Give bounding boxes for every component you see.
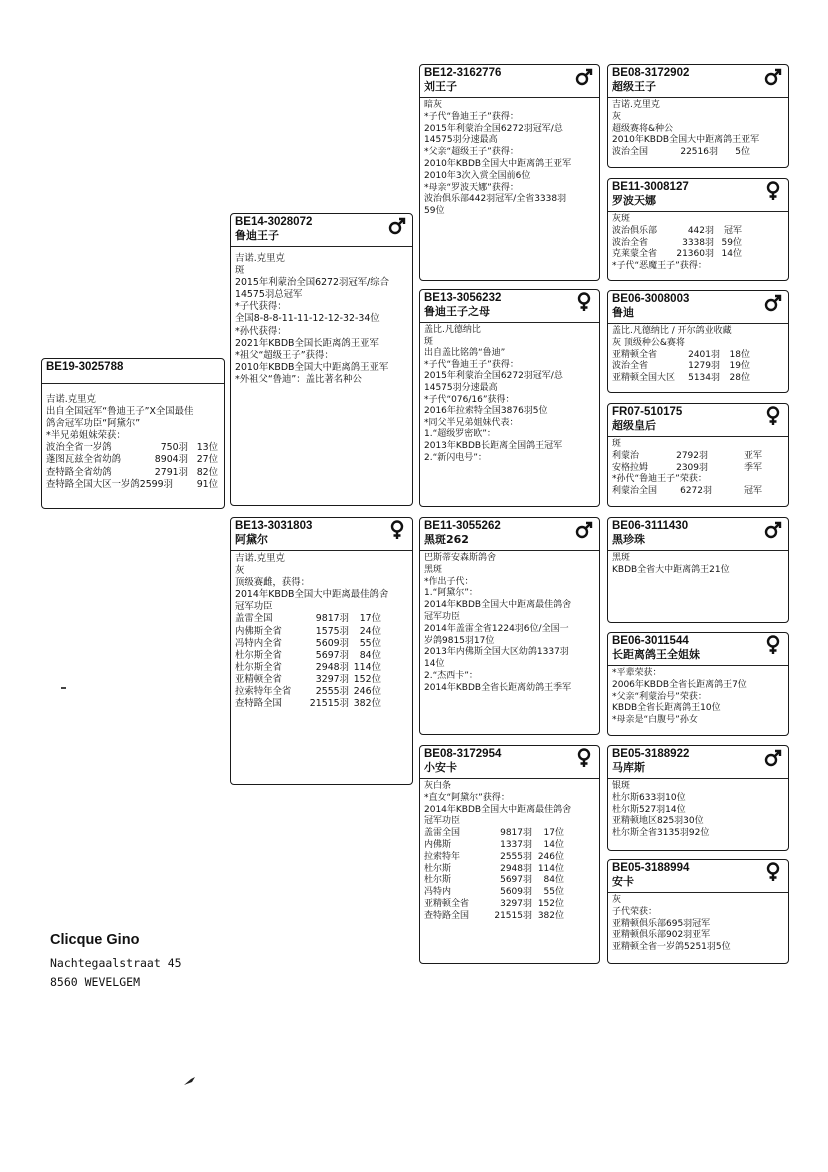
dds-card — [607, 745, 789, 851]
pedigree-line: 灰 — [235, 565, 245, 577]
ring-number: BE06-3011544 — [612, 635, 689, 647]
card-header — [608, 860, 788, 893]
pedigree-line: 2013年内佛斯全国大区幼鸽1337羽 — [424, 647, 569, 658]
male-symbol-icon — [764, 67, 782, 87]
female-symbol-icon — [764, 181, 782, 201]
pedigree-line: 巴斯蒂安森斯鸽舍 — [424, 553, 497, 563]
pedigree-line: 1.“阿黛尔”： — [424, 588, 478, 599]
card-body — [608, 324, 788, 387]
pedigree-line: 亚精顿地区825羽30位 — [612, 816, 704, 827]
pedigree-line: 冠军功臣 — [235, 601, 273, 613]
pedigree-line: 2014年KBDB全国大中距离最佳鸽舍 — [235, 589, 389, 601]
pedigree-line: 灰斑 — [612, 214, 631, 224]
card-body — [608, 98, 788, 161]
male-symbol-icon — [575, 67, 593, 87]
ring-number: BE08-3172954 — [424, 748, 502, 760]
pedigree-line: *父亲“利蒙治号”荣获： — [612, 691, 707, 702]
card-header — [608, 179, 788, 212]
result-row: 亚精顿全国大区 5134羽 28位 — [612, 373, 750, 384]
result-row: 利蒙治 2792羽 亚军 — [612, 450, 762, 461]
pigeon-name: 刘王子 — [424, 80, 457, 93]
pedigree-line: *父亲“超级王子”获得： — [424, 147, 519, 158]
card-header — [608, 291, 788, 324]
pedigree-line: 2014年盖雷全省1224羽6位/全国一 — [424, 623, 569, 634]
pedigree-line: 14575羽分速最高 — [424, 382, 498, 393]
pedigree-line: 59位 — [424, 206, 445, 217]
dam-dam-header — [420, 746, 599, 779]
ring-number: BE05-3188994 — [612, 862, 690, 874]
pigeon-name: 长距离鸽王全姐妹 — [612, 648, 700, 661]
card-header — [608, 404, 788, 437]
subject-line: *半兄弟姐妹荣获： — [46, 430, 126, 442]
pedigree-line: *子代“076/16”获得： — [424, 394, 515, 405]
pedigree-line: *平辈荣获： — [612, 668, 662, 678]
sire-card — [230, 213, 413, 506]
scan-speck-mark — [60, 685, 70, 691]
ring-number: BE13-3056232 — [424, 292, 502, 304]
dsd-card — [607, 632, 789, 736]
pedigree-line: 斑 — [235, 265, 245, 277]
pedigree-line: KBDB全省大中距离鸽王21位 — [612, 564, 730, 575]
subject-ring: BE19-3025788 — [46, 361, 124, 373]
pedigree-line: *同父半兄弟姐妹代表： — [424, 417, 519, 428]
pedigree-line: 全国8-8-8-11-11-12-12-32-34位 — [235, 313, 380, 325]
subject-line: 出自全国冠军“鲁迪王子”X全国最佳 — [46, 406, 194, 418]
result-row: 查特路全省幼鸽 2791羽 82位 — [46, 466, 218, 478]
dam-dam-body — [420, 779, 599, 925]
pedigree-line: 暗灰 — [424, 100, 443, 110]
owner-street: Nachtegaalstraat 45 — [50, 956, 182, 970]
dam-sire-card — [419, 517, 600, 735]
pedigree-line: 2014年KBDB全省长距离幼鸽王季军 — [424, 682, 572, 693]
pedigree-line: 子代荣获： — [612, 906, 658, 917]
result-row: 波治全省一岁鸽 750羽 13位 — [46, 442, 218, 454]
pedigree-line: 2015年利蒙治全国6272羽冠军/总 — [424, 371, 563, 382]
pigeon-name: 小安卡 — [424, 761, 457, 774]
pedigree-line: 黑斑 — [424, 564, 443, 575]
sire-dam-card — [419, 289, 600, 507]
card-header — [608, 633, 788, 666]
card-body — [608, 437, 788, 500]
ring-number: BE06-3111430 — [612, 520, 689, 532]
pedigree-line: 2006年KBDB全省长距离鸽王7位 — [612, 679, 747, 690]
result-row: 波治俱乐部 442羽 冠军 — [612, 225, 742, 236]
pedigree-line: 2010年KBDB全国大中距离鸽王亚军 — [235, 361, 389, 373]
pedigree-line: 2.“新闪电号”： — [424, 452, 487, 463]
pedigree-line: *祖父“超级王子”获得： — [235, 349, 334, 361]
pedigree-line: 亚精顿俱乐部902羽亚军 — [612, 930, 711, 941]
pedigree-line: 顶级赛雌，获得： — [235, 577, 311, 589]
sire-ring: BE14-3028072 — [235, 216, 313, 228]
pedigree-line: *子代“鲁迪王子”获得： — [424, 359, 519, 370]
male-symbol-icon — [764, 293, 782, 313]
pedigree-line: 灰 — [612, 111, 622, 122]
dam-sire-body — [420, 551, 599, 697]
pedigree-line: 亚精顿俱乐部695羽冠军 — [612, 918, 711, 929]
subject-card — [41, 358, 225, 509]
subject-line: 鸽舍冠军功臣“阿黛尔” — [46, 418, 141, 430]
result-row: 波治全国 22516羽 5位 — [612, 147, 750, 158]
result-row: 查特路全国大区一岁鸽2599羽 91位 — [46, 478, 218, 490]
pedigree-line: *母亲是“白腹号”孙女 — [612, 715, 698, 726]
result-row: 拉索特年 2555羽 246位 — [424, 851, 564, 862]
pedigree-line: 盖比.凡德纳比 / 开尔鸽业收藏 — [612, 326, 732, 336]
pedigree-line: *子代获得： — [235, 301, 287, 313]
result-row: 盖雷全国 9817羽 17位 — [235, 613, 381, 625]
result-row: 杜尔斯全省 5697羽 84位 — [235, 649, 381, 661]
ring-number: FR07-510175 — [612, 406, 683, 418]
pedigree-line: 吉诺.克里克 — [235, 553, 285, 564]
result-row: 蓬图瓦兹全省幼鸽 8904羽 27位 — [46, 454, 218, 466]
pedigree-line: 吉诺.克里克 — [235, 253, 285, 264]
result-row: 安格拉姆 2309羽 季军 — [612, 462, 762, 473]
pedigree-line: 灰 — [612, 895, 622, 905]
pedigree-line: KBDB全省长距离鸽王10位 — [612, 703, 721, 714]
dam-dam-card — [419, 745, 600, 964]
pedigree-line: *孙代“鲁迪王子”荣获： — [612, 474, 707, 485]
male-symbol-icon — [575, 520, 593, 540]
pedigree-line: 出自盖比铭鸽“鲁迪” — [424, 348, 506, 359]
result-row: 杜尔斯全省 2948羽 114位 — [235, 661, 381, 673]
result-row: 亚精顿全省 2401羽 18位 — [612, 349, 750, 360]
ssd-card — [607, 178, 789, 281]
pedigree-line: 超级赛将&种公 — [612, 123, 674, 134]
pedigree-line: 斑 — [424, 336, 434, 347]
result-row: 克莱蒙全省 21360羽 14位 — [612, 249, 742, 260]
pedigree-line: 2016年拉索特全国3876羽5位 — [424, 406, 548, 417]
sdd-card — [607, 403, 789, 507]
sire-sire-header — [420, 65, 599, 98]
subject-header — [42, 359, 224, 384]
sire-name: 鲁迪王子 — [235, 229, 279, 242]
pigeon-name: 马库斯 — [612, 761, 645, 774]
subject-body — [42, 384, 224, 493]
result-row: 杜尔斯 5697羽 84位 — [424, 875, 564, 886]
sss-card — [607, 64, 789, 168]
pedigree-line: 吉诺.克里克 — [612, 100, 660, 110]
dam-ring: BE13-3031803 — [235, 520, 313, 532]
pedigree-line: 2.“杰西卡”： — [424, 670, 478, 681]
ring-number: BE12-3162776 — [424, 67, 502, 79]
pedigree-line: 2015年利蒙治全国6272羽冠军/总 — [424, 123, 563, 134]
ring-number: BE06-3008003 — [612, 293, 690, 305]
ring-number: BE05-3188922 — [612, 748, 690, 760]
result-row: 内佛斯全省 1575羽 24位 — [235, 625, 381, 637]
pedigree-line: 2010年3次入赏全国前6位 — [424, 170, 531, 181]
sire-sire-card — [419, 64, 600, 281]
pedigree-line: *子代“鲁迪王子”获得： — [424, 111, 519, 122]
result-row: 查特路全国 21515羽 382位 — [424, 910, 564, 921]
pedigree-line: 冠军功臣 — [424, 816, 461, 827]
ring-number: BE11-3008127 — [612, 181, 689, 193]
pedigree-line: 波治俱乐部442羽冠军/全省3338羽 — [424, 194, 567, 205]
pedigree-line: 2015年利蒙治全国6272羽冠军/综合 — [235, 277, 390, 289]
owner-city: 8560 WEVELGEM — [50, 975, 141, 989]
card-header — [608, 65, 788, 98]
subject-breeder: 吉诺.克里克 — [46, 394, 96, 405]
card-header — [608, 746, 788, 779]
dam-body — [231, 551, 412, 712]
sire-header — [231, 214, 412, 247]
pedigree-line: 杜尔斯527羽14位 — [612, 804, 686, 815]
pedigree-line: 银斑 — [612, 781, 631, 791]
pigeon-name: 超级王子 — [612, 80, 656, 93]
female-symbol-icon — [575, 292, 593, 312]
card-body — [608, 893, 788, 956]
result-row: 内佛斯 1337羽 14位 — [424, 839, 564, 850]
pedigree-line: 2014年KBDB全国大中距离最佳鸽舍 — [424, 804, 572, 815]
result-row: 亚精顿全省 3297羽 152位 — [424, 898, 564, 909]
card-body — [608, 551, 788, 579]
card-header — [608, 518, 788, 551]
male-symbol-icon — [764, 748, 782, 768]
female-symbol-icon — [764, 862, 782, 882]
sire-dam-body — [420, 323, 599, 466]
pedigree-line: *孙代获得： — [235, 325, 287, 337]
pigeon-name: 罗波天娜 — [612, 194, 656, 207]
scan-speck-mark — [182, 1075, 198, 1087]
dam-sire-header — [420, 518, 599, 551]
owner-name: Clicque Gino — [50, 932, 140, 948]
pedigree-line: 2014年KBDB全国大中距离最佳鸽舍 — [424, 600, 572, 611]
result-row: 盖雷全国 9817羽 17位 — [424, 828, 564, 839]
result-row: 查特路全国 21515羽 382位 — [235, 698, 381, 710]
pedigree-line: 黑斑 — [612, 553, 631, 563]
female-symbol-icon — [764, 406, 782, 426]
result-row: 拉索特年全省 2555羽 246位 — [235, 686, 381, 698]
pedigree-line: 亚精顿全省一岁鸽5251羽5位 — [612, 942, 731, 953]
ring-number: BE11-3055262 — [424, 520, 501, 532]
pedigree-line: 冠军功臣 — [424, 611, 461, 622]
ring-number: BE08-3172902 — [612, 67, 690, 79]
pedigree-line: 盖比.凡德纳比 — [424, 325, 481, 335]
pedigree-line: 杜尔斯633羽10位 — [612, 792, 686, 803]
pedigree-line: *作出子代： — [424, 576, 474, 587]
pedigree-line: 杜尔斯全省3135羽92位 — [612, 828, 710, 839]
female-symbol-icon — [575, 748, 593, 768]
pedigree-line: 2013年KBDB长距离全国鸽王冠军 — [424, 440, 563, 451]
result-row: 波治全省 1279羽 19位 — [612, 361, 750, 372]
pedigree-line: 2010年KBDB全国大中距离鸽王亚军 — [612, 135, 760, 146]
card-body — [608, 666, 788, 729]
pedigree-line: *子代“恶魔王子”获得： — [612, 261, 707, 272]
pedigree-line: 2010年KBDB全国大中距离鸽王亚军 — [424, 158, 572, 169]
result-row: 亚精顿全省 3297羽 152位 — [235, 673, 381, 685]
male-symbol-icon — [764, 520, 782, 540]
dam-name: 阿黛尔 — [235, 533, 268, 546]
dam-card — [230, 517, 413, 785]
card-body — [608, 779, 788, 842]
dam-header — [231, 518, 412, 551]
result-row: 冯特内全省 5609羽 55位 — [235, 637, 381, 649]
sire-dam-header — [420, 290, 599, 323]
pigeon-name: 超级皇后 — [612, 419, 656, 432]
pedigree-line: 14575羽总冠军 — [235, 289, 303, 301]
female-symbol-icon — [764, 635, 782, 655]
dss-card — [607, 517, 789, 623]
sds-card — [607, 290, 789, 393]
pigeon-name: 鲁迪王子之母 — [424, 305, 490, 318]
pedigree-line: *外祖父“鲁迪”：盖比著名种公 — [235, 373, 362, 385]
result-row: 利蒙治全国 6272羽 冠军 — [612, 486, 762, 497]
female-symbol-icon — [388, 520, 406, 540]
pigeon-name: 鲁迪 — [612, 306, 634, 319]
pigeon-name: 黑斑262 — [424, 533, 469, 546]
sire-body — [231, 247, 412, 388]
ddd-card — [607, 859, 789, 964]
result-row: 冯特内 5609羽 55位 — [424, 887, 564, 898]
result-row: 杜尔斯 2948羽 114位 — [424, 863, 564, 874]
pedigree-line: 岁鸽9815羽17位 — [424, 635, 495, 646]
male-symbol-icon — [388, 216, 406, 236]
pedigree-line: 2021年KBDB全国长距离鸽王亚军 — [235, 337, 379, 349]
result-row: 波治全省 3338羽 59位 — [612, 237, 742, 248]
pedigree-line: 14位 — [424, 659, 445, 670]
pedigree-line: *母亲“罗波天娜”获得： — [424, 182, 519, 193]
pedigree-line: 灰白条 — [424, 781, 452, 791]
pigeon-name: 黑珍珠 — [612, 533, 645, 546]
pedigree-line: 1.“超级罗密欧”： — [424, 429, 496, 440]
pigeon-name: 安卡 — [612, 875, 634, 888]
pedigree-line: *直女“阿黛尔”获得： — [424, 792, 510, 803]
sire-sire-body — [420, 98, 599, 220]
card-body — [608, 212, 788, 275]
pedigree-line: 灰 顶级种公&赛将 — [612, 337, 685, 348]
pedigree-line: 斑 — [612, 439, 622, 449]
pedigree-line: 14575羽分速最高 — [424, 135, 498, 146]
